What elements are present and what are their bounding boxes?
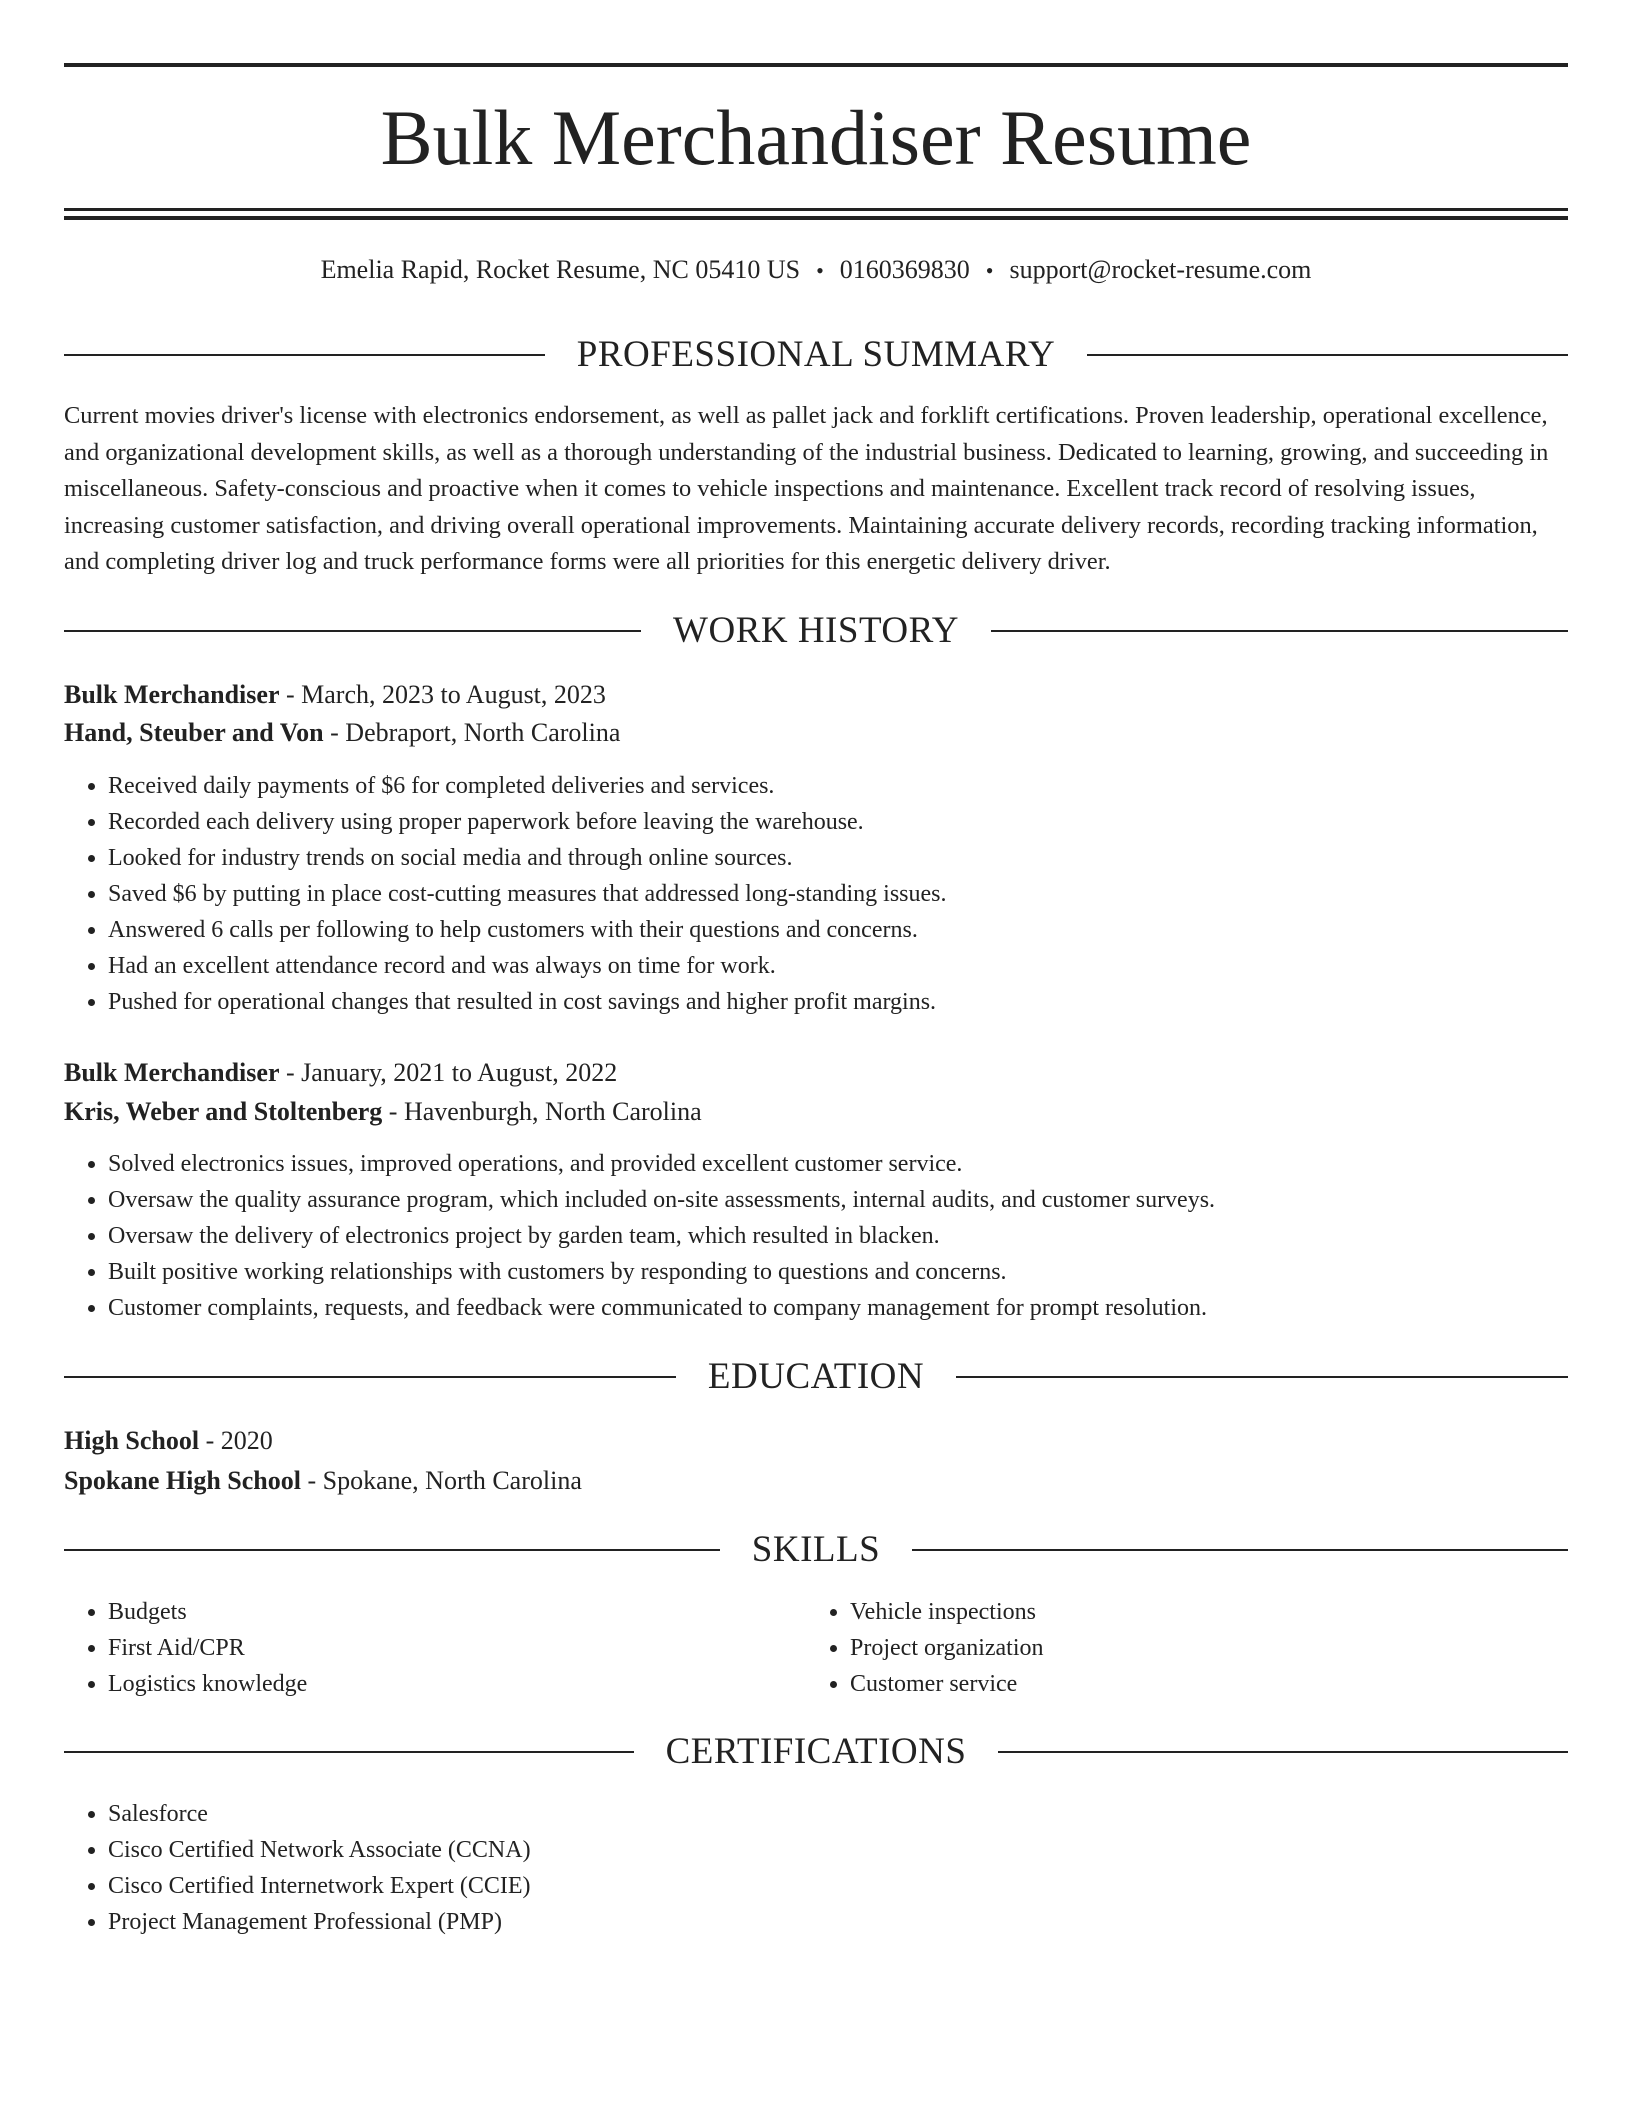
job-dates: - March, 2023 to August, 2023 [279,680,606,709]
page-title: Bulk Merchandiser Resume [380,94,1252,181]
list-item: • Built positive working relationships with customers by responding to questions and concerns. [108,1254,1215,1290]
education-school-line [64,1462,1568,1500]
education-school: Spokane High School [64,1466,301,1495]
summary-text: Current movies driver's license with electronics endorsement, as well as pallet jack and forklift certifications. Proven leadership, operational excellence, and organizational development skills, as well as a thorough understanding of the industrial business. Dedicated to learning, growing, and succeeding in miscellaneous. Safety-conscious and proactive when it comes to vehicle inspections and maintenance. Excellent track record of resolving issues, increasing customer satisfaction, and driving overall operational improvements. Maintaining accurate delivery records, recording tracking information, and completing driver log and truck performance forms were all priorities for this energetic delivery driver. [64,402,1549,575]
job-location: - Havenburgh, North Carolina [382,1097,702,1126]
section-heading-certifications [64,1730,1568,1774]
section-heading-label: CERTIFICATIONS [665,1731,967,1772]
list-item: • Oversaw the quality assurance program, which included on-site assessments, internal audits, and customer surveys. [108,1182,1215,1218]
list-item: • Project Management Professional (PMP) [108,1904,531,1940]
section-heading-label: WORK HISTORY [673,610,959,651]
contact-email: support@rocket-resume.com [1009,255,1312,284]
section-heading-education [64,1355,1568,1399]
heading-rule [64,630,641,632]
list-item: • Salesforce [108,1796,531,1832]
job-title: Bulk Merchandiser [64,1058,280,1087]
list-item: • Project organization [850,1630,1044,1666]
heading-rule [998,1751,1568,1753]
top-rule [64,63,1568,67]
skills-list-right [806,1594,1044,1702]
list-item: • Recorded each delivery using proper paperwork before leaving the warehouse. [108,804,947,840]
job-title: Bulk Merchandiser [64,680,280,709]
list-item: • Customer service [850,1666,1044,1702]
list-item: • Solved electronics issues, improved operations, and provided excellent customer service. [108,1146,1215,1182]
list-item: • Budgets [108,1594,307,1630]
heading-rule [956,1376,1568,1378]
list-item: • Answered 6 calls per following to help customers with their questions and concerns. [108,912,947,948]
contact-phone: 0160369830 [839,255,970,284]
skills-list-left [64,1594,307,1702]
section-heading-summary [64,333,1568,377]
heading-rule [991,630,1568,632]
heading-rule [64,1549,720,1551]
job-company: Hand, Steuber and Von [64,718,324,747]
heading-rule [64,1751,634,1753]
heading-rule [64,1376,676,1378]
heading-rule [912,1549,1568,1551]
list-item: • Vehicle inspections [850,1594,1044,1630]
section-heading-work [64,609,1568,653]
contact-address: Emelia Rapid, Rocket Resume, NC 05410 US [320,255,801,284]
heading-rule [1087,354,1568,356]
education-location: - Spokane, North Carolina [300,1466,582,1495]
contact-line [64,252,1568,289]
section-heading-skills [64,1528,1568,1572]
section-heading-label: SKILLS [751,1529,881,1570]
list-item: • Had an excellent attendance record and was always on time for work. [108,948,947,984]
list-item: • Oversaw the delivery of electronics project by garden team, which resulted in blacken. [108,1218,1215,1254]
list-item: • Cisco Certified Internetwork Expert (CCIE) [108,1868,531,1904]
job-bullets [64,1146,1215,1326]
job-company-line [64,714,1568,752]
list-item: • Looked for industry trends on social media and through online sources. [108,840,947,876]
list-item: • Pushed for operational changes that resulted in cost savings and higher profit margins. [108,984,947,1020]
education-degree-line [64,1422,1568,1460]
heading-rule [64,354,545,356]
title-rule-lower [64,216,1568,220]
job-company: Kris, Weber and Stoltenberg [64,1097,383,1126]
section-heading-label: PROFESSIONAL SUMMARY [576,334,1056,375]
list-item: • Received daily payments of $6 for completed deliveries and services. [108,768,947,804]
job-company-line [64,1093,1568,1131]
job-title-line [64,676,1568,714]
education-year: - 2020 [199,1426,273,1455]
job-location: - Debraport, North Carolina [323,718,621,747]
list-item: • Cisco Certified Network Associate (CCNA) [108,1832,531,1868]
list-item: • Logistics knowledge [108,1666,307,1702]
list-item: • First Aid/CPR [108,1630,307,1666]
job-dates: - January, 2021 to August, 2022 [279,1058,618,1087]
certifications-list [64,1796,531,1940]
contact-separator: • [985,258,994,283]
list-item: • Saved $6 by putting in place cost-cutting measures that addressed long-standing issues. [108,876,947,912]
job-bullets [64,768,947,1020]
education-degree: High School [64,1426,200,1455]
list-item: • Customer complaints, requests, and feedback were communicated to company management for prompt resolution. [108,1290,1215,1326]
section-heading-label: EDUCATION [707,1356,925,1397]
job-title-line [64,1054,1568,1092]
contact-separator: • [816,258,824,283]
title-rule-upper [64,208,1568,211]
